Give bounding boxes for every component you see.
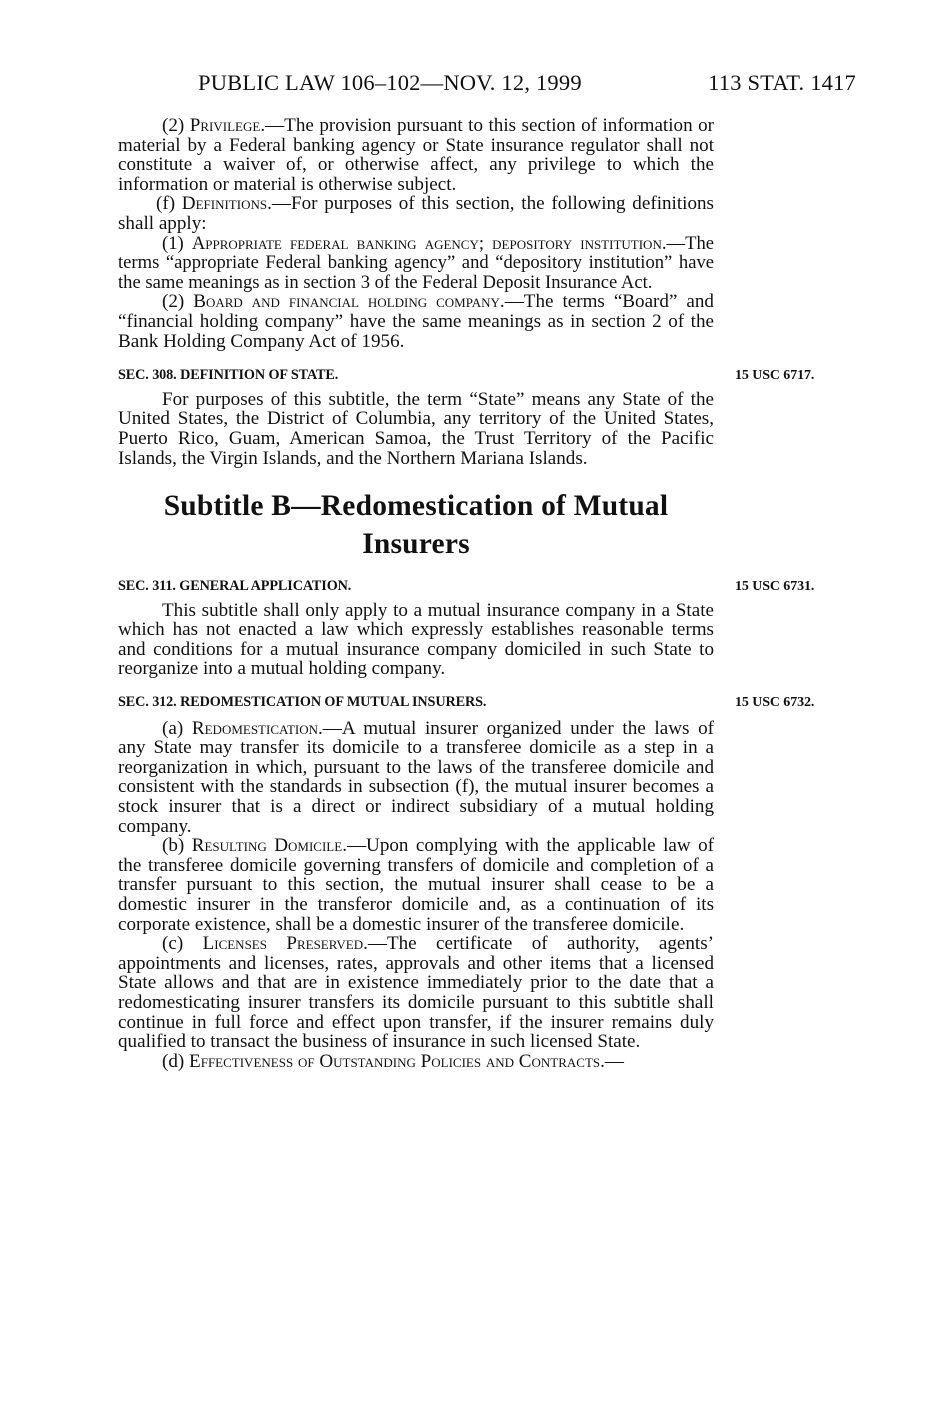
paragraph-definition-1: (1) Appropriate federal banking agency; depository institution.—The terms “appropriate Federal banking agency” and “depository institution” have the same meanings as in section 3 of the Federal Deposit Insurance Act. [118,232,714,293]
subtitle-b-heading [118,487,714,563]
subtitle-line-1: Subtitle B—Redomestication of Mutual [163,490,669,523]
section-308-heading: SEC. 308. DEFINITION OF STATE. 15 USC 6717. [118,366,714,386]
section-308-margin-note: 15 USC 6717. [735,368,815,384]
paragraph-a-redomestication: (a) Redomestication.—A mutual insurer organized under the laws of any State may transfer its domicile to a transferee domicile as a step in a reorganization in which, pursuant to the laws of the transferee domicile and consistent with the standards in subsection (f), the mutual insurer becomes a stock insurer that is a direct or indirect subsidiary of a mutual holding company. [118,717,715,837]
section-312-margin-note: 15 USC 6732. [735,695,815,711]
section-311-margin-note: 15 USC 6731. [735,579,815,595]
header-public-law: PUBLIC LAW 106–102—NOV. 12, 1999 [198,70,582,95]
document-body [118,115,815,1072]
paragraph-d-outstanding-policies: (d) Effectiveness of Outstanding Policies and Contracts.— [162,1050,625,1072]
paragraph-definition-2: (2) Board and financial holding company.—The terms “Board” and “financial holding company” have the same meanings as in section 2 of the Bank Holding Company Act of 1956. [118,291,714,352]
subtitle-line-2: Insurers [362,528,470,561]
paragraph-b-resulting-domicile: (b) Resulting Domicile.—Upon complying with the applicable law of the transferee domicile governing transfers of domicile and completion of a transfer pursuant to this section, the mutual insurer shall cease to be a domestic insurer in the transferor domicile and, as a continuation of its corporate existence, shall be a domestic insurer of the transferee domicile. [118,835,714,935]
header-statute-page: 113 STAT. 1417 [708,70,856,95]
paragraph-c-licenses-preserved: (c) Licenses Preserved.—The certificate of authority, agents’ appointments and licenses, rates, approvals and other items that a licensed State allows and that are in existence immediately prior to the date that a redomesticating insurer transfers its domicile pursuant to this subtitle shall continue in full force and effect upon transfer, if the insurer remains duly qualified to transact the business of insurance in such licensed State. [118,933,715,1053]
section-308-text: For purposes of this subtitle, the term “State” means any State of the United States, the District of Columbia, any territory of the United States, Puerto Rico, Guam, American Samoa, the Trust Territory of the Pacific Islands, the Virgin Islands, and the Northern Mariana Islands. [118,388,714,469]
paragraph-privilege: (2) Privilege.—The provision pursuant to this section of information or material by a Federal banking agency or State insurance regulator shall not constitute a waiver of, or otherwise affect, any privilege to which the information or material is otherwise subject. [118,115,715,195]
section-311-heading: SEC. 311. GENERAL APPLICATION. 15 USC 6731. [118,577,714,597]
paragraph-definitions: (f) Definitions.—For purposes of this section, the following definitions shall apply: [118,193,714,234]
section-311-text: This subtitle shall only apply to a mutual insurance company in a State which has not enacted a law which expressly establishes reasonable terms and conditions for a mutual insurance company domiciled in such State to reorganize into a mutual holding company. [118,599,714,680]
section-312-heading: SEC. 312. REDOMESTICATION OF MUTUAL INSURERS. 15 USC 6732. [118,693,714,713]
